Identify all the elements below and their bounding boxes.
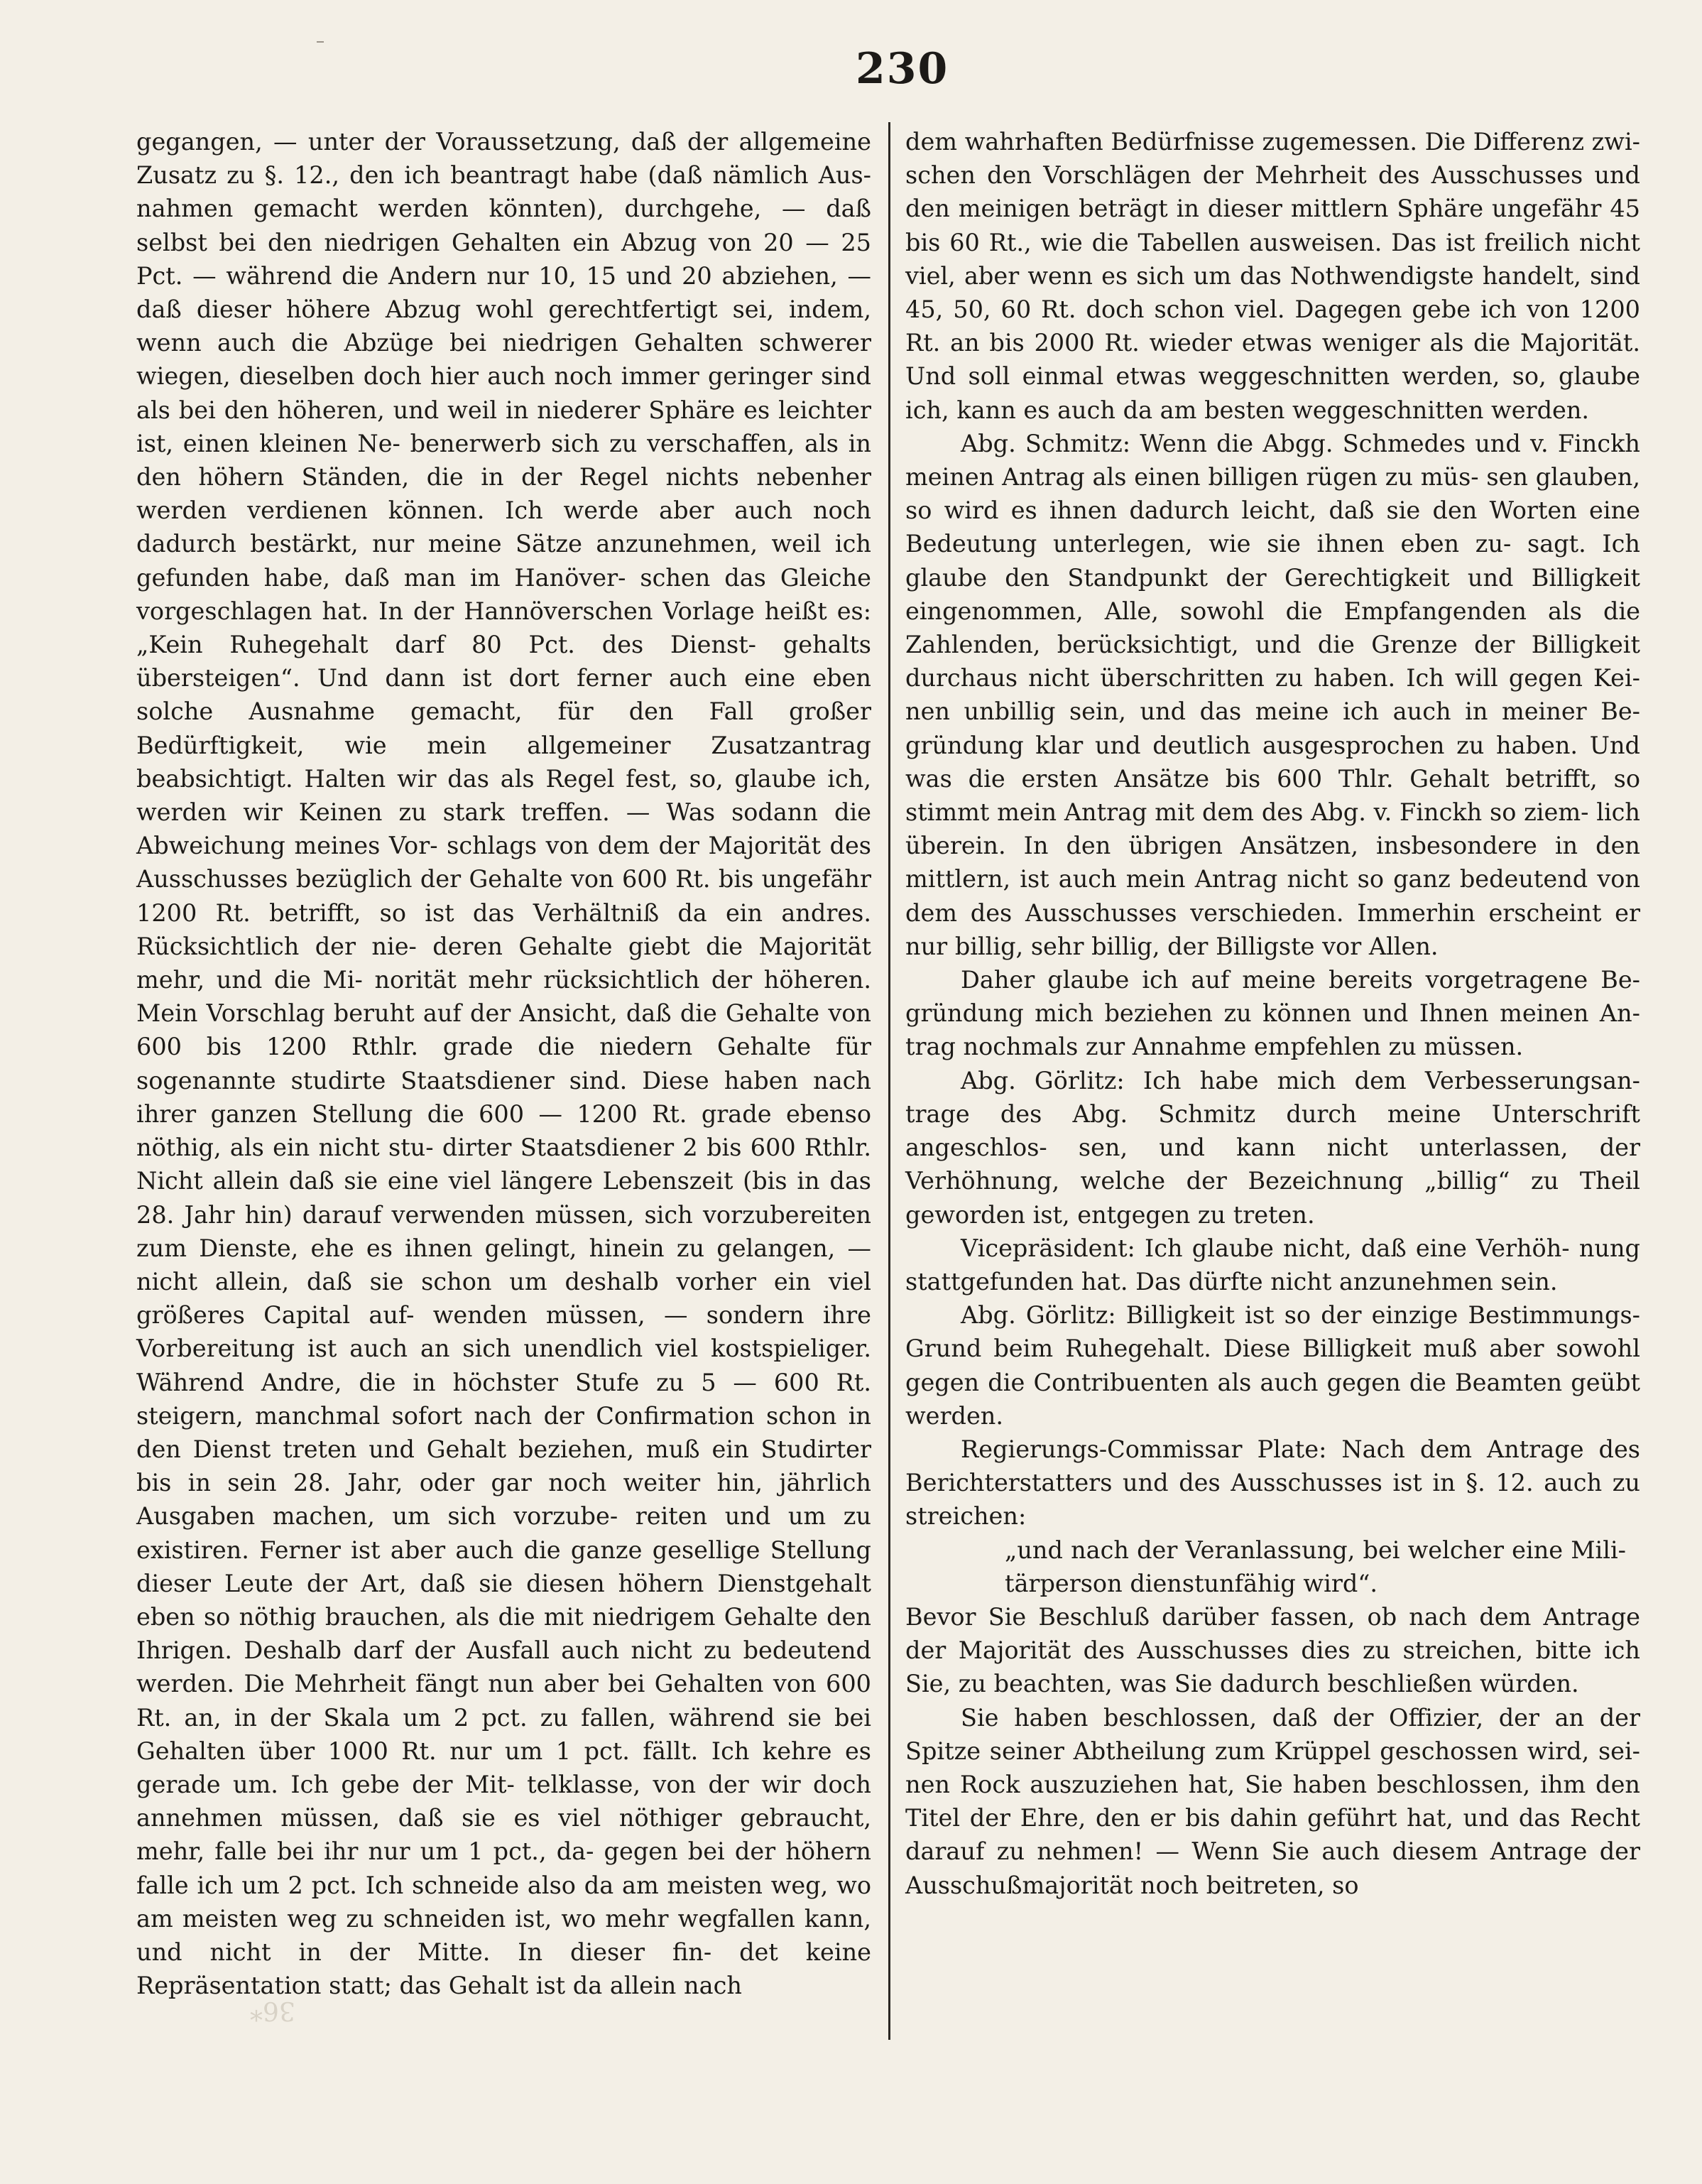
right-paragraph-1: dem wahrhaften Bedürfnisse zugemessen. Die Differenz zwi- schen den Vorschlägen der Mehrheit des Ausschusses und den meinigen beträgt in dieser mittlern Sphäre ungefähr 45 bis 60 Rt., wie die Tabellen ausweisen. Das ist freilich nicht viel, aber wenn es sich um das Nothwendigste handelt, sind 45, 50, 60 Rt. doch schon viel. Dagegen gebe ich von 1200 Rt. an bis 2000 Rt. wieder etwas weniger als die Majorität. Und soll einmal etwas weggeschnitten werden, so, glaube ich, kann es auch da am besten weggeschnitten werden. bbox=[905, 128, 1640, 424]
page-number: 230 bbox=[856, 44, 949, 94]
right-paragraph-vicepraesident: Vicepräsident: Ich glaube nicht, daß eine Verhöh- nung stattgefunden hat. Das dürfte nicht anzunehmen sein. bbox=[905, 1234, 1640, 1295]
right-paragraph-goerlitz-2: Abg. Görlitz: Billigkeit ist so der einzige Bestimmungs- Grund beim Ruhegehalt. Diese Billigkeit muß aber sowohl gegen die Contribuenten als auch gegen die Beamten geübt werden. bbox=[905, 1301, 1640, 1430]
right-paragraph-3: Daher glaube ich auf meine bereits vorgetragene Be- gründung mich beziehen zu können und Ihnen meinen An- trag nochmals zur Annahme empfehlen zu müssen. bbox=[905, 966, 1640, 1061]
right-paragraph-9: Bevor Sie Beschluß darüber fassen, ob nach dem Antrage der Majorität des Ausschusses dies zu streichen, bitte ich Sie, zu beachten, was Sie dadurch beschließen würden. bbox=[905, 1602, 1640, 1698]
left-paragraph-1: gegangen, — unter der Voraussetzung, daß der allgemeine Zusatz zu §. 12., den ich beantragt habe (daß nämlich Aus- nahmen gemacht werden könnten), durchgehe, — daß selbst bei den niedrigen Gehalten ein Abzug von 20 — 25 Pct. — während die Andern nur 10, 15 und 20 abziehen, — daß dieser höhere Abzug wohl gerechtfertigt sei, indem, wenn auch die Abzüge bei niedrigen Gehalten schwerer wiegen, dieselben doch hier auch noch immer geringer sind als bei den höheren, und weil in niederer Sphäre es leichter ist, einen kleinen Ne- benerwerb sich zu verschaffen, als in den höhern Ständen, die in der Regel nichts nebenher werden verdienen können. Ich werde aber auch noch dadurch bestärkt, nur meine Sätze anzunehmen, weil ich gefunden habe, daß man im Hanöver- schen das Gleiche vorgeschlagen hat. In der Hannöverschen Vorlage heißt es: „Kein Ruhegehalt darf 80 Pct. des Dienst- gehalts übersteigen“. Und dann ist dort ferner auch eine eben solche Ausnahme gemacht, für den Fall großer Bedürftigkeit, wie mein allgemeiner Zusatzantrag beabsichtigt. Halten wir das als Regel fest, so, glaube ich, werden wir Keinen zu stark treffen. — Was sodann die Abweichung meines Vor- schlags von dem der Majorität des Ausschusses bezüglich der Gehalte von 600 Rt. bis ungefähr 1200 Rt. betrifft, so ist das Verhältniß da ein andres. Rücksichtlich der nie- deren Gehalte giebt die Majorität mehr, und die Mi- norität mehr rücksichtlich der höheren. Mein Vorschlag beruht auf der Ansicht, daß die Gehalte von 600 bis 1200 Rthlr. grade die niedern Gehalte für sogenannte studirte Staatsdiener sind. Diese haben nach ihrer ganzen Stellung die 600 — 1200 Rt. grade ebenso nöthig, als ein nicht stu- dirter Staatsdiener 2 bis 600 Rthlr. Nicht allein daß sie eine viel längere Lebenszeit (bis in das 28. Jahr hin) darauf verwenden müssen, sich vorzubereiten zum Dienste, ehe es ihnen gelingt, hinein zu gelangen, — nicht allein, daß sie schon um deshalb vorher ein viel größeres Capital auf- wenden müssen, — sondern ihre Vorbereitung ist auch an sich unendlich viel kostspieliger. Während Andre, die in höchster Stufe zu 5 — 600 Rt. steigern, manchmal sofort nach der Confirmation schon in den Dienst treten und Gehalt beziehen, muß ein Studirter bis in sein 28. Jahr, oder gar noch weiter hin, jährlich Ausgaben machen, um sich vorzube- reiten und um zu existiren. Ferner ist aber auch die ganze gesellige Stellung dieser Leute der Art, daß sie diesen höhern Dienstgehalt eben so nöthig brauchen, als die mit niedrigem Gehalte den Ihrigen. Deshalb darf der Ausfall auch nicht zu bedeutend werden. Die Mehrheit fängt nun aber bei Gehalten von 600 Rt. an, in der Skala um 2 pct. zu fallen, während sie bei Gehalten über 1000 Rt. nur um 1 pct. fällt. Ich kehre es gerade um. Ich gebe der Mit- telklasse, von der wir doch annehmen müssen, daß sie es viel nöthiger gebraucht, mehr, falle bei ihr nur um 1 pct., da- gegen bei der höhern falle ich um 2 pct. Ich schneide also da am meisten weg, wo am meisten weg zu schneiden ist, wo mehr wegfallen kann, und nicht in der Mitte. In dieser fin- det keine Repräsentation statt; das Gehalt ist da allein nach bbox=[136, 128, 871, 2000]
right-quotation: „und nach der Veranlassung, bei welcher eine Mili- tärperson dienstunfähig wird“. bbox=[1005, 1536, 1626, 1597]
scan-mark bbox=[317, 41, 324, 43]
bleed-through-mark: 36* bbox=[250, 1996, 295, 2025]
left-column bbox=[136, 125, 871, 2002]
column-divider bbox=[888, 122, 890, 2040]
right-column bbox=[905, 125, 1640, 1902]
right-paragraph-schmitz: Abg. Schmitz: Wenn die Abgg. Schmedes und v. Finckh meinen Antrag als einen billigen rügen zu müs- sen glauben, so wird es ihnen dadurch leicht, daß sie den Worten eine Bedeutung unterlegen, wie sie ihnen eben zu- sagt. Ich glaube den Standpunkt der Gerechtigkeit und Billigkeit eingenommen, Alle, sowohl die Empfangenden als die Zahlenden, berücksichtigt, und die Grenze der Billigkeit durchaus nicht überschritten zu haben. Ich will gegen Kei- nen unbillig sein, und das meine ich auch in meiner Be- gründung klar und deutlich ausgesprochen zu haben. Und was die ersten Ansätze bis 600 Thlr. Gehalt betrifft, so stimmt mein Antrag mit dem des Abg. v. Finckh so ziem- lich überein. In den übrigen Ansätzen, insbesondere in den mittlern, ist auch mein Antrag nicht so ganz bedeutend von dem des Ausschusses verschieden. Immerhin erscheint er nur billig, sehr billig, der Billigste vor Allen. bbox=[905, 429, 1640, 960]
right-paragraph-goerlitz-1: Abg. Görlitz: Ich habe mich dem Verbesserungsan- trage des Abg. Schmitz durch meine Unterschrift angeschlos- sen, und kann nicht unterlassen, der Verhöhnung, welche der Bezeichnung „billig“ zu Theil geworden ist, entgegen zu treten. bbox=[905, 1066, 1640, 1229]
right-paragraph-10: Sie haben beschlossen, daß der Offizier, der an der Spitze seiner Abtheilung zum Krüppel geschossen wird, sei- nen Rock auszuziehen hat, Sie haben beschlossen, ihm den Titel der Ehre, den er bis dahin geführt hat, und das Recht darauf zu nehmen! — Wenn Sie auch diesem Antrage der Ausschußmajorität noch beitreten, so bbox=[905, 1703, 1640, 1899]
right-paragraph-plate: Regierungs-Commissar Plate: Nach dem Antrage des Berichterstatters und des Ausschusses ist in §. 12. auch zu streichen: bbox=[905, 1435, 1640, 1531]
